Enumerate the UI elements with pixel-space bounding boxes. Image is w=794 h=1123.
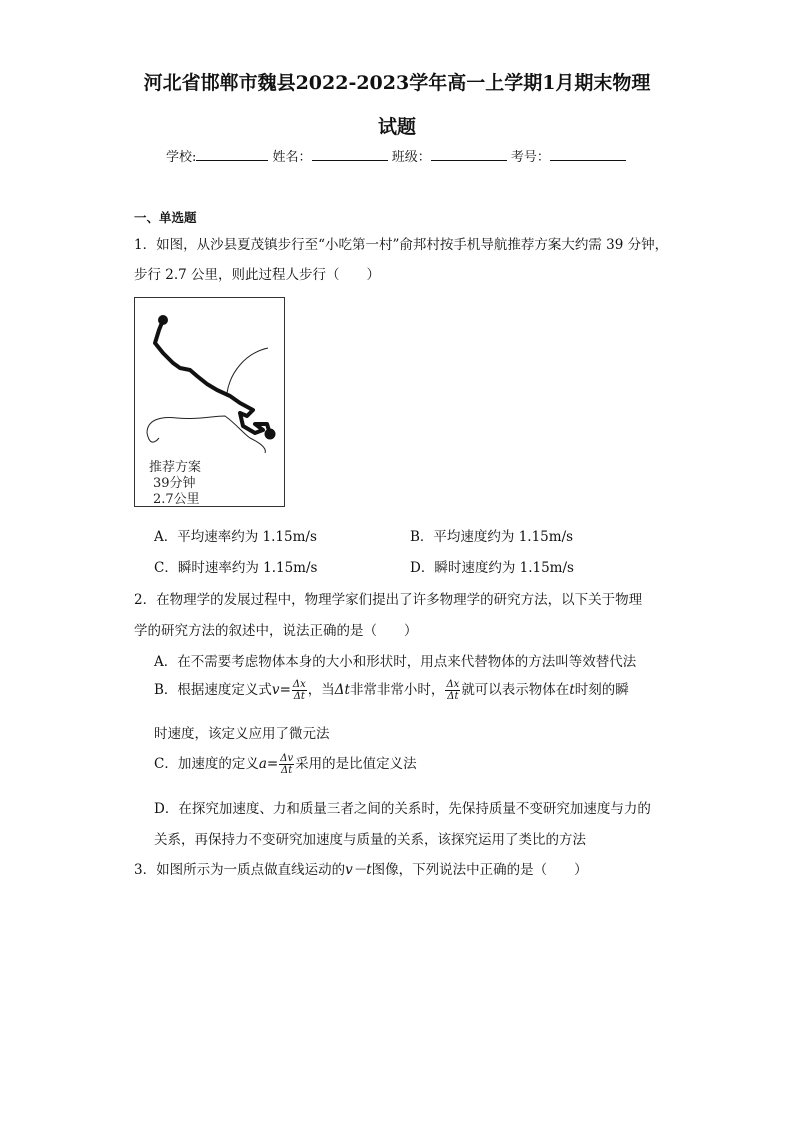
document-title-line2: 试题	[377, 116, 416, 138]
class-blank[interactable]	[431, 148, 507, 161]
q2-b-text-4: 就可以表示物体在	[461, 682, 570, 698]
q1-option-c[interactable]: C．瞬时速率约为 1.15m/s	[154, 560, 318, 576]
q2-option-b-line2: 时速度，该定义应用了微元法	[154, 726, 330, 742]
q1-option-d[interactable]: D．瞬时速度约为 1.15m/s	[410, 560, 574, 576]
q3-stem	[134, 858, 588, 878]
q2-option-b[interactable]	[154, 678, 629, 702]
q1-option-b[interactable]: B．平均速度约为 1.15m/s	[410, 529, 574, 545]
q2-option-d-line1[interactable]: D．在探究加速度、力和质量三者之间的关系时，先保持质量不变研究加速度与力的	[154, 801, 651, 817]
q2-b-fraction-2: $\frac{\Delta x}{\Delta t}$	[446, 679, 460, 702]
map-label-plan: 推荐方案	[149, 460, 202, 475]
q1-option-a[interactable]: A．平均速率约为 1.15m/s	[154, 529, 317, 545]
exam-number-blank[interactable]	[550, 148, 626, 161]
q2-b-text-3: 非常非常小时，	[349, 682, 445, 698]
q2-b-text-5: 时刻的瞬	[574, 682, 629, 698]
q3-var-vt: v－t	[345, 862, 372, 878]
exam-number-label: 考号：	[510, 150, 550, 165]
navigation-map-figure	[134, 297, 285, 507]
student-info-row	[166, 146, 626, 165]
q2-b-fraction-1: $\frac{\Delta x}{\Delta t}$	[292, 679, 306, 702]
q3-text-2: 图像，下列说法中正确的是（ ）	[371, 862, 588, 878]
q1-stem-line1: 1．如图，从沙县夏茂镇步行至“小吃第一村”俞邦村按手机导航推荐方案大约需 39 分钟，	[134, 237, 669, 253]
document-title-line1: 河北省邯郸市魏县2022-2023学年高一上学期1月期末物理	[143, 72, 651, 94]
section-title: 一、单选题	[134, 210, 197, 225]
q2-c-fraction: $\frac{\Delta v}{\Delta t}$	[280, 753, 294, 776]
q2-option-d-line2: 关系，再保持力不变研究加速度与质量的关系，该探究运用了类比的方法	[154, 832, 586, 848]
name-label: 姓名：	[272, 150, 312, 165]
q2-option-c[interactable]	[154, 752, 417, 776]
q1-stem-line2: 步行 2.7 公里，则此过程人步行（ ）	[134, 267, 381, 283]
q2-b-equals: =	[279, 682, 291, 698]
class-label: 班级：	[391, 150, 431, 165]
q2-option-a[interactable]: A．在不需要考虑物体本身的大小和形状时，用点来代替物体的方法叫等效替代法	[154, 654, 637, 670]
q2-b-text-1: B．根据速度定义式	[154, 682, 272, 698]
map-label-distance: 2.7公里	[153, 492, 200, 507]
school-blank[interactable]	[196, 148, 268, 161]
name-blank[interactable]	[312, 148, 388, 161]
q3-text-1: 3．如图所示为一质点做直线运动的	[134, 862, 346, 878]
q2-stem-line1: 2．在物理学的发展过程中，物理学家们提出了许多物理学的研究方法，以下关于物理	[134, 592, 643, 608]
q2-b-text-2: ，当	[307, 682, 335, 698]
q2-c-equals: =	[266, 756, 279, 772]
q2-b-var-dt: Δt	[334, 682, 350, 698]
school-label: 学校:	[166, 150, 197, 165]
q2-stem-line2: 学的研究方法的叙述中，说法正确的是（ ）	[134, 623, 418, 639]
q2-c-text-1: C．加速度的定义	[154, 756, 259, 772]
q2-c-text-2: 采用的是比值定义法	[295, 756, 417, 772]
map-label-time: 39分钟	[153, 476, 196, 491]
q2-b-var-v: v	[271, 682, 280, 698]
q2-b-var-t: t	[569, 682, 575, 698]
q2-c-var-a: a	[258, 756, 267, 772]
